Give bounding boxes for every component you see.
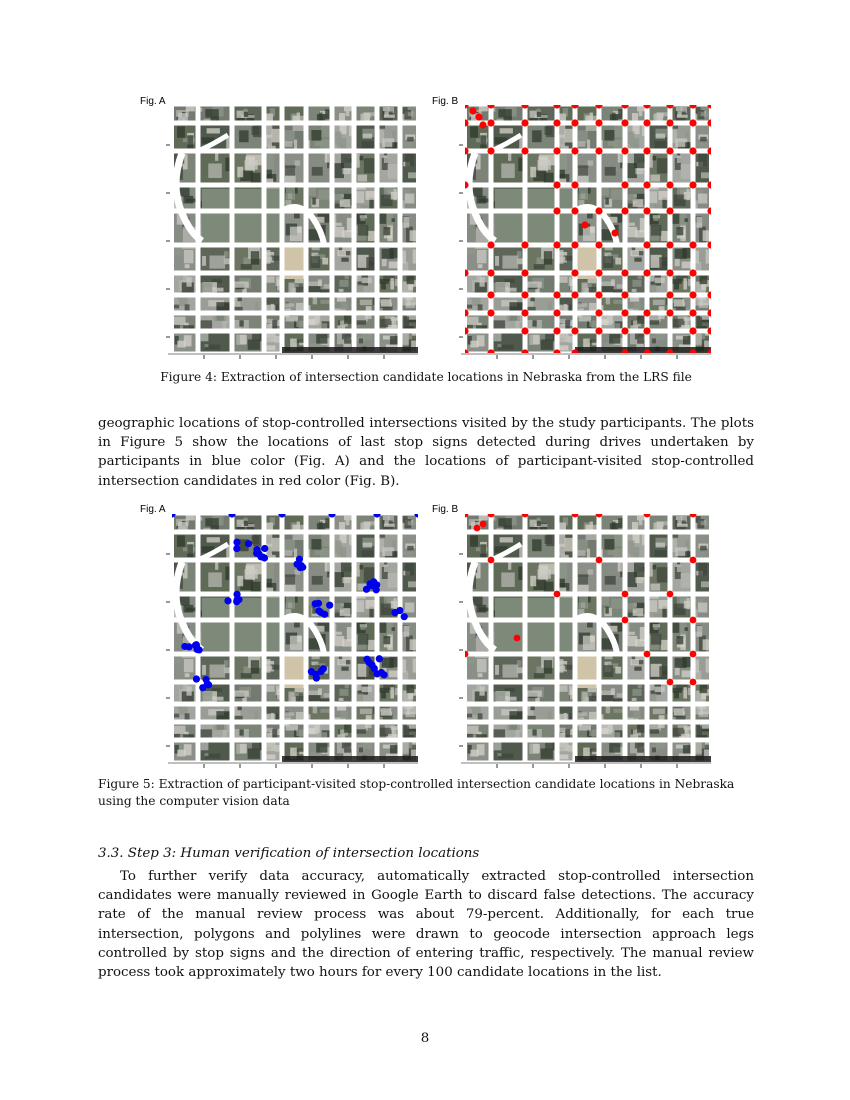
- map-axis-ticks: [164, 514, 422, 772]
- page-number: 8: [420, 1031, 430, 1046]
- fig4-map-a: [172, 105, 418, 353]
- map-axis-ticks: [164, 105, 422, 363]
- figure5-caption: Figure 5: Extraction of participant-visited stop-controlled intersection candidate locations in Nebraska using the computer vision data: [98, 777, 735, 808]
- fig5-panel-b-label: Fig. B: [432, 504, 459, 515]
- map-axis-ticks: [457, 514, 715, 772]
- body-paragraph: geographic locations of stop-controlled intersections visited by the study participants. The plots in Figure 5 show the locations of last stop signs detected during drives undertaken by participants in blue color (Fig. A) and the locations of participant-visited stop-controlled intersection candidates in red color (Fig. B).: [98, 416, 754, 489]
- fig5-panel-a-label: Fig. A: [140, 504, 166, 515]
- fig4-map-b: [465, 105, 711, 353]
- section-paragraph: To further verify data accuracy, automatically extracted stop-controlled intersection candidates were manually reviewed in Google Earth to discard false detections. The accuracy rate of the manual review process was about 79-percent. Additionally, for each true intersection, polygons and polylines were drawn to geocode intersection approach legs controlled by stop signs and the direction of entering traffic, respectively. The manual review process took approximately two hours for every 100 candidate locations in the list.: [98, 869, 754, 981]
- fig5-map-b: [465, 514, 711, 762]
- fig4-panel-b-label: Fig. B: [432, 96, 459, 107]
- fig4-panel-a-label: Fig. A: [140, 96, 166, 107]
- section-title: 3.3. Step 3: Human verification of intersection locations: [98, 846, 480, 861]
- fig5-map-a: [172, 514, 418, 762]
- map-axis-ticks: [457, 105, 715, 363]
- figure4-caption: Figure 4: Extraction of intersection candidate locations in Nebraska from the LRS file: [160, 370, 692, 384]
